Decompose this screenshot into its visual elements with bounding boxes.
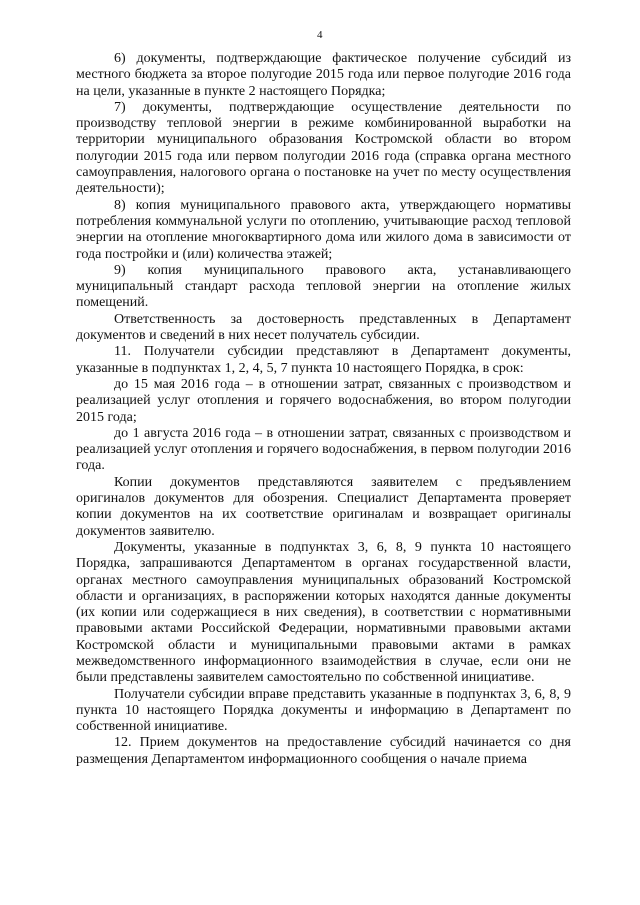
- document-body: [76, 51, 571, 768]
- paragraph-subitem-8: 8) копия муниципального правового акта, утверждающего нормативы потребления коммунальной услуги по отоплению, учитывающие расход тепловой энергии на отопление многоквартирного дома или жилого дома в зависимости от года постройки и (или) количества этажей;: [76, 197, 571, 262]
- page-number: 4: [317, 29, 323, 41]
- paragraph-responsibility: Ответственность за достоверность представленных в Департамент документов и сведений в них несет получатель субсидии.: [76, 311, 571, 344]
- paragraph-requested-documents: Документы, указанные в подпунктах 3, 6, 8, 9 пункта 10 настоящего Порядка, запрашиваются Департаментом в органах государственной власти, органах местного самоуправления муниципальных образований Костромской области и организациях, в распоряжении которых находятся данные документы (их копии или содержащиеся в них сведения), в соответствии с нормативными правовыми актами Российской Федерации, нормативными правовыми актами Костромской области и муниципальными правовыми актами в рамках межведомственного информационного взаимодействия в случае, если они не были представлены заявителем самостоятельно по собственной инициативе.: [76, 539, 571, 686]
- paragraph-deadline-may: до 15 мая 2016 года – в отношении затрат, связанных с производством и реализацией услуг отопления и горячего водоснабжения, во втором полугодии 2015 года;: [76, 376, 571, 425]
- paragraph-own-initiative: Получатели субсидии вправе представить указанные в подпунктах 3, 6, 8, 9 пункта 10 настоящего Порядка документы и информацию в Департамент по собственной инициативе.: [76, 686, 571, 735]
- paragraph-subitem-9: 9) копия муниципального правового акта, устанавливающего муниципальный стандарт расхода тепловой энергии на отопление жилых помещений.: [76, 262, 571, 311]
- paragraph-deadline-august: до 1 августа 2016 года – в отношении затрат, связанных с производством и реализацией услуг отопления и горячего водоснабжения, в первом полугодии 2016 года.: [76, 425, 571, 474]
- paragraph-item-12: 12. Прием документов на предоставление субсидий начинается со дня размещения Департаментом информационного сообщения о начале приема: [76, 735, 571, 767]
- paragraph-item-11: 11. Получатели субсидии представляют в Департамент документы, указанные в подпунктах 1, 2, 4, 5, 7 пункта 10 настоящего Порядка, в срок:: [76, 344, 571, 376]
- paragraph-copies: Копии документов представляются заявителем с предъявлением оригиналов документов для обозрения. Специалист Департамента проверяет копии документов на их соответствие оригиналам и возвращает оригиналы документов заявителю.: [76, 474, 571, 539]
- paragraph-subitem-6: 6) документы, подтверждающие фактическое получение субсидий из местного бюджета за второе полугодие 2015 года или первое полугодие 2016 года на цели, указанные в пункте 2 настоящего Порядка;: [76, 51, 571, 99]
- paragraph-subitem-7: 7) документы, подтверждающие осуществление деятельности по производству тепловой энергии в режиме комбинированной выработки на территории муниципального образования Костромской области во втором полугодии 2015 года или первом полугодии 2016 года (справка органа местного самоуправления, налогового органа о постановке на учет по месту осуществления деятельности);: [76, 99, 571, 197]
